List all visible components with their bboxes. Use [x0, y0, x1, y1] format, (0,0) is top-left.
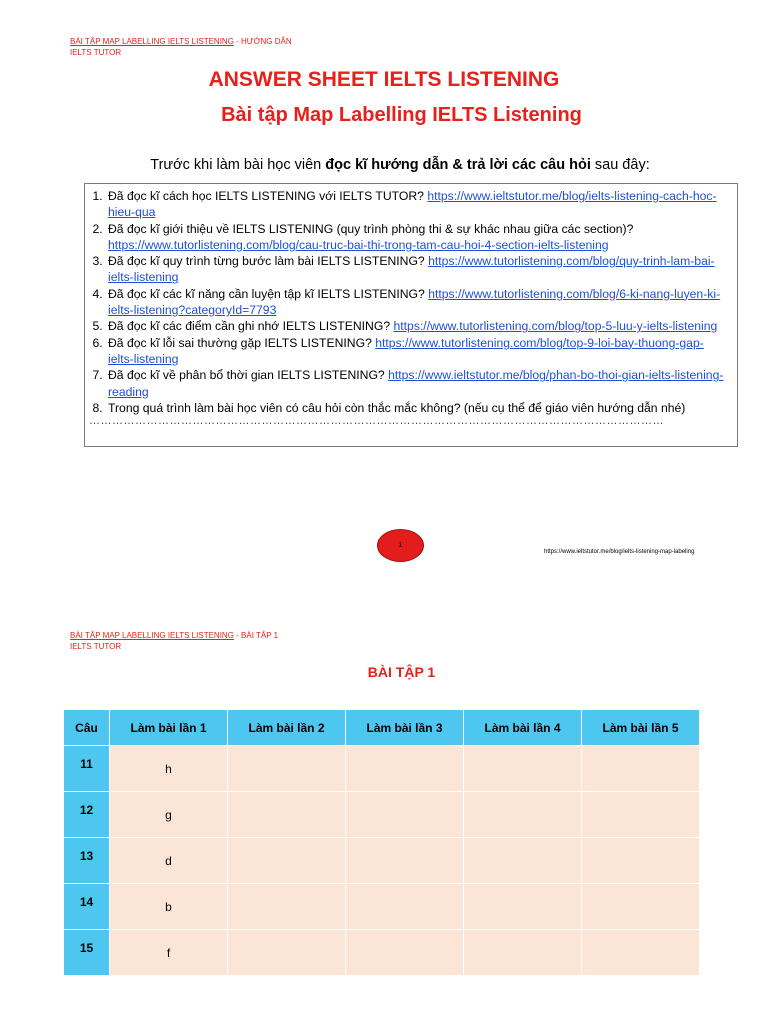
column-header: Làm bài lần 3 [346, 710, 464, 746]
header-brand: IELTS TUTOR [70, 48, 122, 57]
question-link[interactable]: https://www.ieltstutor.me/blog/ielts-listening-cach-hoc-hieu-qua [108, 189, 717, 220]
column-header: Làm bài lần 4 [464, 710, 582, 746]
question-number: 15 [64, 930, 110, 976]
intro-after: sau đây: [590, 157, 650, 173]
answer-cell[interactable] [346, 884, 464, 930]
answer-cell[interactable]: f [110, 930, 228, 976]
header-suffix: - BÀI TẬP 1 [233, 631, 279, 640]
answer-cell[interactable] [464, 746, 582, 792]
header-brand: IELTS TUTOR [70, 642, 122, 651]
header-link[interactable]: BÀI TẬP MAP LABELLING IELTS LISTENING [70, 631, 234, 640]
page-title: ANSWER SHEET IELTS LISTENING [208, 68, 560, 91]
page-footer-url: https://www.ieltstutor.me/blog/ielts-listening-map-labeling [544, 549, 695, 555]
answer-dots-line: …………………………………………………………………………………………………………………………………… [89, 416, 664, 428]
question-link[interactable]: https://www.ieltstutor.me/blog/phan-bo-thoi-gian-ielts-listening-reading [108, 368, 724, 399]
table-row [64, 930, 700, 976]
table-row [64, 884, 700, 930]
answer-cell[interactable] [582, 746, 700, 792]
questions-list [89, 188, 729, 416]
question-item [106, 221, 729, 254]
answer-cell[interactable] [228, 792, 346, 838]
answer-table [63, 709, 700, 976]
answer-cell[interactable] [346, 746, 464, 792]
question-number: 12 [64, 792, 110, 838]
question-link[interactable]: https://www.tutorlistening.com/blog/6-ki-nang-luyen-ki-ielts-listening?categoryId=7793 [108, 286, 721, 318]
question-text: Đã đọc kĩ quy trình từng bước làm bài IELTS LISTENING? [108, 254, 429, 269]
question-text: Đã đọc kĩ cách học IELTS LISTENING với IELTS TUTOR? [108, 189, 428, 203]
table-row [64, 838, 700, 884]
header-suffix: - HƯỚNG DẪN [233, 37, 292, 46]
column-header: Làm bài lần 1 [110, 710, 228, 746]
answer-cell[interactable] [464, 884, 582, 930]
question-item [106, 400, 729, 416]
question-link[interactable]: https://www.tutorlistening.com/blog/cau-truc-bai-thi-trong-tam-cau-hoi-4-section-ielts-listening [108, 237, 609, 252]
answer-cell[interactable] [346, 792, 464, 838]
page-number-badge [377, 529, 424, 562]
question-text: Trong quá trình làm bài học viên có câu hỏi còn thắc mắc không? (nếu cụ thể để giáo viên hướng dẫn nhé) [108, 400, 686, 415]
page-header-second [70, 630, 278, 652]
answer-cell[interactable] [582, 838, 700, 884]
question-text: Đã đọc kĩ các kĩ năng cần luyện tập kĩ IELTS LISTENING? [108, 286, 429, 301]
question-number: 14 [64, 884, 110, 930]
intro-before: Trước khi làm bài học viên [150, 157, 326, 173]
question-item [106, 188, 729, 221]
question-link[interactable]: https://www.tutorlistening.com/blog/top-5-luu-y-ielts-listening [393, 319, 718, 334]
answer-cell[interactable] [228, 930, 346, 976]
answer-cell[interactable] [346, 930, 464, 976]
answer-cell[interactable] [346, 838, 464, 884]
page-subtitle: Bài tập Map Labelling IELTS Listening [221, 104, 582, 126]
answer-cell[interactable] [464, 838, 582, 884]
answer-cell[interactable]: b [110, 884, 228, 930]
page-header-top [70, 36, 292, 58]
answer-cell[interactable] [228, 746, 346, 792]
table-row [64, 746, 700, 792]
answer-cell[interactable] [464, 930, 582, 976]
column-header: Câu [64, 710, 110, 746]
question-item [106, 318, 729, 334]
question-text: Đã đọc kĩ về phân bổ thời gian IELTS LISTENING? [108, 368, 389, 383]
exercise-title: BÀI TẬP 1 [367, 664, 436, 680]
table-header-row [64, 710, 700, 746]
question-number: 13 [64, 838, 110, 884]
table-row [64, 792, 700, 838]
column-header: Làm bài lần 5 [582, 710, 700, 746]
answer-cell[interactable] [582, 930, 700, 976]
answer-cell[interactable] [228, 884, 346, 930]
question-text: Đã đọc kĩ giới thiệu về IELTS LISTENING (quy trình phòng thi & sự khác nhau giữa các section)? [108, 221, 634, 236]
intro-bold: đọc kĩ hướng dẫn & trả lời các câu hỏi [325, 157, 591, 173]
answer-cell[interactable]: d [110, 838, 228, 884]
intro-text [0, 157, 768, 173]
question-text: Đã đọc kĩ lỗi sai thường gặp IELTS LISTENING? [108, 335, 376, 350]
questions-box [84, 183, 738, 447]
question-link[interactable]: https://www.tutorlistening.com/blog/quy-trinh-lam-bai-ielts-listening [108, 254, 715, 285]
page-number: 1 [398, 542, 403, 549]
question-text: Đã đọc kĩ các điểm cần ghi nhớ IELTS LISTENING? [108, 319, 394, 334]
answer-cell[interactable] [582, 792, 700, 838]
answer-cell[interactable]: g [110, 792, 228, 838]
answer-cell[interactable]: h [110, 746, 228, 792]
answer-cell[interactable] [228, 838, 346, 884]
question-number: 11 [64, 746, 110, 792]
question-item [106, 335, 729, 368]
question-item [106, 367, 729, 400]
answer-cell[interactable] [582, 884, 700, 930]
question-item [106, 253, 729, 286]
answer-cell[interactable] [464, 792, 582, 838]
header-link[interactable]: BÀI TẬP MAP LABELLING IELTS LISTENING [70, 37, 234, 46]
question-item [106, 286, 729, 319]
question-link[interactable]: https://www.tutorlistening.com/blog/top-9-loi-bay-thuong-gap-ielts-listening [108, 335, 704, 366]
column-header: Làm bài lần 2 [228, 710, 346, 746]
